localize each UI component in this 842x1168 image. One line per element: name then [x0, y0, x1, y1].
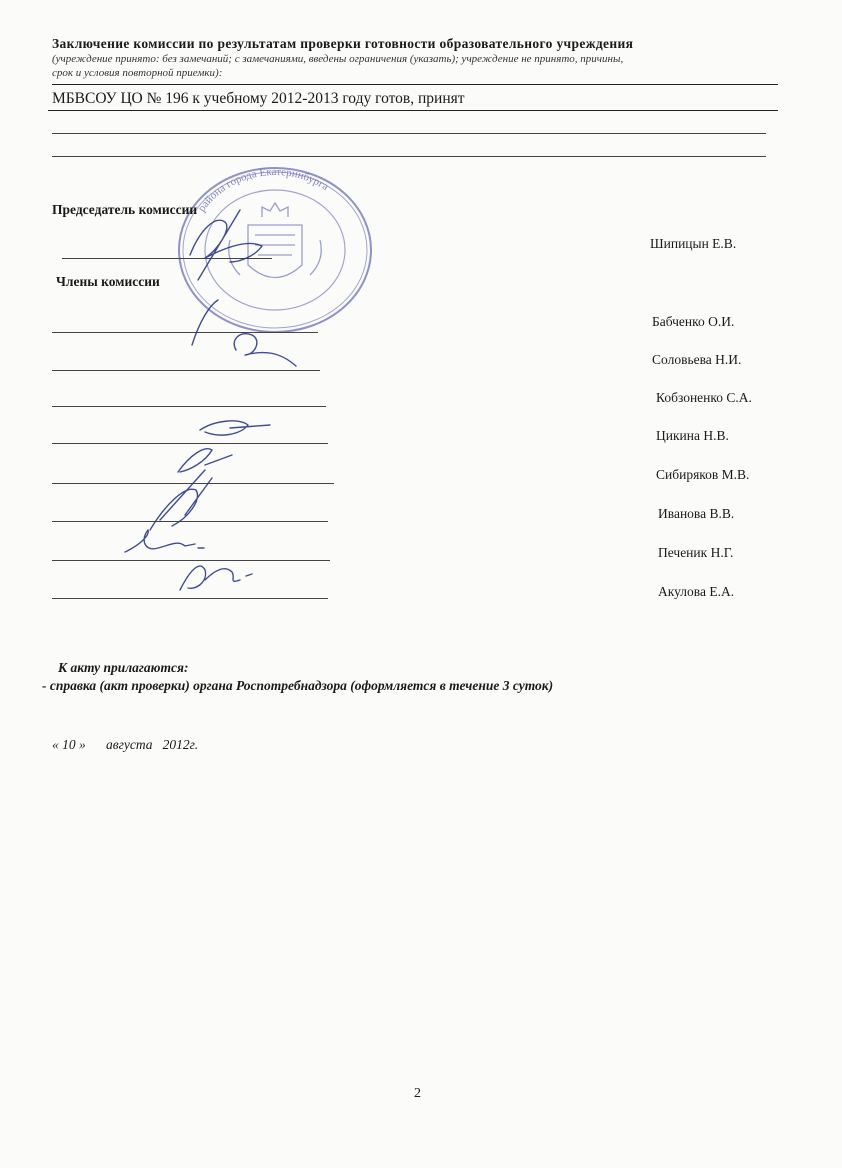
blank-line-1: [52, 133, 766, 134]
member-signature-line: [52, 370, 320, 371]
member-name: Акулова Е.А.: [658, 584, 735, 599]
members-label: Члены комиссии: [56, 274, 160, 289]
conclusion-text: МБВСОУ ЦО № 196 к учебному 2012-2013 году готов, принят: [52, 90, 465, 107]
heading-note-line-2: срок и условия повторной приемки):: [52, 67, 223, 79]
attachments-title: К акту прилагаются:: [58, 660, 189, 675]
member-signature-line: [52, 332, 318, 333]
page-number: 2: [414, 1086, 421, 1101]
conclusion-underline: [48, 110, 778, 111]
member-name: Печеник Н.Г.: [658, 545, 734, 560]
member-signature-line: [52, 521, 328, 522]
member-name: Бабченко О.И.: [652, 314, 735, 329]
heading-note: [52, 52, 780, 80]
member-name: Кобзоненко С.А.: [656, 390, 752, 405]
coat-of-arms-icon: [229, 203, 322, 278]
document-heading: Заключение комиссии по результатам проверки готовности образовательного учреждения: [52, 36, 634, 51]
member-name: Соловьева Н.И.: [652, 352, 742, 367]
member-name: Сибиряков М.В.: [656, 467, 750, 482]
document-date: « 10 » августа 2012г.: [52, 737, 199, 752]
blank-line-2: [52, 156, 766, 157]
member-name: Цикина Н.В.: [656, 428, 729, 443]
member-signature-line: [52, 560, 330, 561]
official-seal: [170, 165, 380, 335]
seal-text: района города Екатеринбурга: [195, 165, 331, 215]
chairman-label: Председатель комиссии: [52, 202, 198, 217]
heading-note-line-1: (учреждение принято: без замечаний; с замечаниями, введены ограничения (указать); учреждение не принято, причины,: [52, 53, 624, 65]
member-signature: [125, 530, 204, 552]
attachment-item: - справка (акт проверки) органа Роспотребнадзора (оформляется в течение 3 суток): [42, 678, 554, 693]
member-signature-line: [52, 483, 334, 484]
member-signature-line: [52, 598, 328, 599]
member-signature-line: [52, 443, 328, 444]
member-signature-line: [52, 406, 326, 407]
chairman-signature-line: [62, 258, 272, 259]
member-name: Иванова В.В.: [658, 506, 735, 521]
member-signature: [200, 421, 270, 435]
member-signature: [178, 449, 232, 472]
member-signature: [180, 566, 252, 590]
heading-underline: [52, 84, 778, 85]
chairman-name: Шипицын Е.В.: [650, 236, 737, 251]
